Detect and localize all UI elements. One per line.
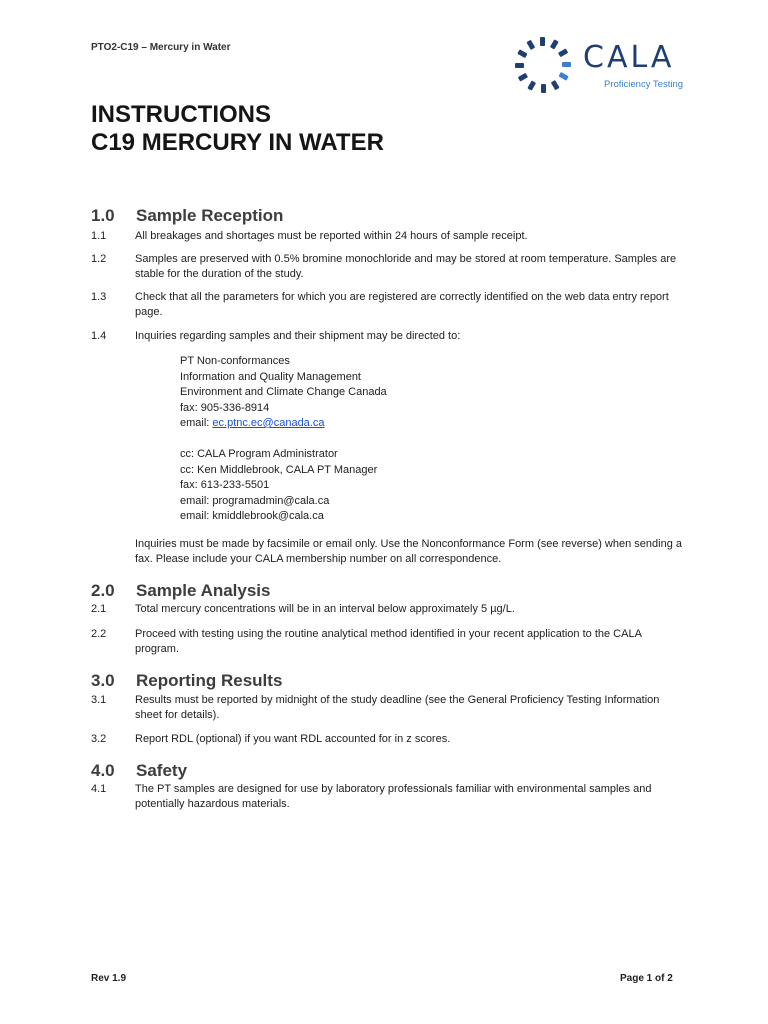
item-text: Check that all the parameters for which you are registered are correctly identified on the web data entry report page. <box>135 291 669 318</box>
item-number: 4.1 <box>91 783 107 795</box>
contact-email-row <box>180 416 387 432</box>
item-text: Total mercury concentrations will be in an interval below approximately 5 µg/L. <box>135 603 515 615</box>
section-number: 2.0 <box>91 581 115 600</box>
item-text: The PT samples are designed for use by laboratory professionals familiar with environmental samples and potentially hazardous materials. <box>135 783 652 810</box>
contact-line: PT Non-conformances <box>180 355 290 367</box>
cc-line: cc: CALA Program Administrator <box>180 448 338 460</box>
contact-line: Information and Quality Management <box>180 370 361 383</box>
contact-fax: fax: 613-233-5501 <box>180 479 270 491</box>
contact-line: Environment and Climate Change Canada <box>180 386 387 398</box>
item-text: Inquiries regarding samples and their shipment may be directed to: <box>135 330 461 342</box>
section-number: 1.0 <box>91 206 115 225</box>
item-text: Report RDL (optional) if you want RDL accounted for in z scores. <box>135 733 451 745</box>
cc-line: cc: Ken Middlebrook, CALA PT Manager <box>180 463 378 476</box>
section-heading-sample-reception <box>91 206 283 226</box>
contact-block <box>180 354 387 525</box>
item-number: 1.3 <box>91 291 107 303</box>
contact-email: email: programadmin@cala.ca <box>180 494 330 507</box>
email-label: email: <box>180 417 213 429</box>
section-heading-sample-analysis <box>91 581 271 601</box>
item-number: 3.1 <box>91 694 107 706</box>
item-text: Samples are preserved with 0.5% bromine monochloride and may be stored at room temperature. Samples are stable for the duration of the study. <box>135 253 677 280</box>
item-number: 1.4 <box>91 330 107 342</box>
section-title: Sample Reception <box>136 206 284 225</box>
section-heading-reporting-results <box>91 671 282 691</box>
section-number: 3.0 <box>91 671 115 690</box>
contact-fax: fax: 905-336-8914 <box>180 401 270 414</box>
title-line-1: INSTRUCTIONS <box>91 101 271 128</box>
page-title <box>91 101 384 157</box>
section-title: Safety <box>136 761 188 780</box>
item-number: 2.2 <box>91 628 107 640</box>
title-line-2: C19 MERCURY IN WATER <box>91 129 384 156</box>
item-text: Results must be reported by midnight of the study deadline (see the General Proficiency Testing Information sheet for details). <box>135 694 660 721</box>
email-link[interactable]: ec.ptnc.ec@canada.ca <box>212 417 325 429</box>
section-title: Reporting Results <box>136 671 283 690</box>
item-number: 1.1 <box>91 230 107 242</box>
section-title: Sample Analysis <box>136 581 271 600</box>
logo-wordmark: CALA <box>583 40 675 75</box>
section-heading-safety <box>91 761 187 781</box>
item-number: 1.2 <box>91 253 107 265</box>
page-number: Page 1 of 2 <box>620 973 673 984</box>
item-number: 3.2 <box>91 733 107 745</box>
inquiries-note: Inquiries must be made by facsimile or email only. Use the Nonconformance Form (see reverse) when sending a fax. Please include your CALA membership number on all correspondence. <box>135 538 682 565</box>
item-text: All breakages and shortages must be reported within 24 hours of sample receipt. <box>135 230 528 242</box>
cala-logo <box>512 34 692 94</box>
revision-label: Rev 1.9 <box>91 973 127 984</box>
section-number: 4.0 <box>91 761 115 780</box>
item-number: 2.1 <box>91 603 107 615</box>
cala-logo-ring-icon <box>512 34 574 96</box>
item-text: Proceed with testing using the routine analytical method identified in your recent application to the CALA program. <box>135 628 642 655</box>
contact-email: email: kmiddlebrook@cala.ca <box>180 510 324 522</box>
logo-subtitle: Proficiency Testing <box>604 79 684 90</box>
document-code: PTO2-C19 – Mercury in Water <box>91 42 231 53</box>
